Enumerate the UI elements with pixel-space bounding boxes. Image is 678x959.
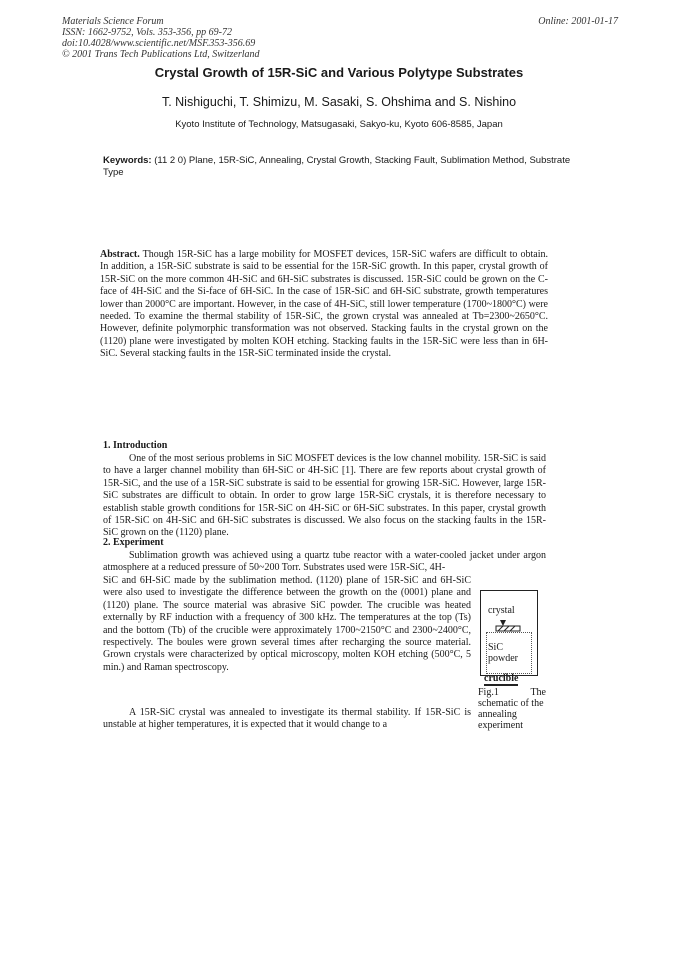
crystal-label: crystal (488, 605, 515, 616)
issn-line: ISSN: 1662-9752, Vols. 353-356, pp 69-72 (62, 27, 232, 38)
keywords-block (103, 155, 583, 179)
caption-the: The (530, 687, 546, 698)
affiliation: Kyoto Institute of Technology, Matsugasaki, Sakyo-ku, Kyoto 606-8585, Japan (175, 119, 503, 130)
abstract-label: Abstract. (100, 249, 140, 260)
doi-line: doi:10.4028/www.scientific.net/MSF.353-356.69 (62, 38, 256, 49)
online-date: Online: 2001-01-17 (538, 16, 618, 27)
caption-first-line (478, 687, 546, 698)
experiment-text-full: Sublimation growth was achieved using a quartz tube reactor with a water-cooled jacket under argon atmosphere at a reduced pressure of 50~200 Torr. Substrates used were 15R-SiC, 4H- (103, 550, 546, 574)
paper-title: Crystal Growth of 15R-SiC and Various Polytype Substrates (154, 65, 524, 80)
experiment-text-narrow: SiC and 6H-SiC made by the sublimation method. (1120) plane of 15R-SiC and 6H-SiC were also used to investigate the difference between the growth on the (0001) plane and (1120) plane. The source material was abrasive SiC powder. The crucible was heated externally by RF induction with a frequency of 300 kHz. The temperatures at the top (Ts) and the bottom (Tb) of the crucible were approximately 1700~2150°C and 2300~2400°C, respectively. The boules were grown several times after recharging the source material. Grown crystals were characterized by optical microscopy, molten KOH etching (500°C, 5 min.) and Raman spectroscopy. (103, 575, 471, 673)
introduction-text: One of the most serious problems in SiC MOSFET devices is the low channel mobility. 15R-SiC is said to have a larger channel mobility than 6H-SiC or 4H-SiC [1]. There are few reports about crystal growth of 15R-SiC, and the use of a 15R-SiC substrate is said to be essential for growing 15R-SiC. However, large 15R-SiC substrates are difficult to obtain. In order to grow large 15R-SiC crystals, it is therefore necessary to establish stable growth conditions for 15R-SiC on 4H-SiC or 6H-SiC substrates. In this paper, crystal growth of 15R-SiC on 4H-SiC and 6H-SiC substrates is discussed. We also focus on the stacking faults in the 15R-SiC grown on the (1120) plane. (103, 453, 546, 539)
crystal-shape (494, 620, 522, 632)
powder-label-line2: powder (488, 653, 518, 664)
experiment-heading: 2. Experiment (103, 537, 164, 548)
caption-rest: schematic of the annealing experiment (478, 698, 544, 731)
journal-name: Materials Science Forum (62, 16, 164, 27)
powder-label-line1: SiC (488, 642, 504, 653)
annealing-schematic-figure (480, 590, 540, 686)
copyright-line: © 2001 Trans Tech Publications Ltd, Switzerland (62, 49, 260, 60)
journal-header (62, 16, 260, 60)
sic-powder-label (488, 642, 518, 664)
author-list: T. Nishiguchi, T. Shimizu, M. Sasaki, S. Ohshima and S. Nishino (161, 95, 517, 109)
keywords-label: Keywords: (103, 155, 152, 166)
crucible-label: crucible (484, 673, 519, 684)
introduction-heading: 1. Introduction (103, 440, 168, 451)
keywords-text: (11 2 0) Plane, 15R-SiC, Annealing, Crystal Growth, Stacking Fault, Sublimation Method, Substrate Type (103, 155, 571, 178)
experiment-text-last: A 15R-SiC crystal was annealed to investigate its thermal stability. If 15R-SiC is unstable at higher temperatures, it is expected that it would change to a (103, 707, 471, 731)
abstract-text: Though 15R-SiC has a large mobility for MOSFET devices, 15R-SiC wafers are difficult to obtain. In addition, a 15R-SiC substrate is said to be essential for the 15R-SiC growth. In this paper, crystal growth of 15R-SiC on the more common 4H-SiC and 6H-SiC substrates is discussed. 15R-SiC could be grown on the C-face of 4H-SiC and the Si-face of 6H-SiC. In the case of 15R-SiC and 6H-SiC substrate, growth temperatures lower than 2000°C are important. However, in the case of 4H-SiC, still lower temperature (1700~1800°C) were needed. To examine the thermal stability of 15R-SiC, the grown crystal was annealed at Tb=2300~2650°C. However, definite polymorphic transformation was not observed. Stacking faults in the crystal grown on the (1120) plane were investigated by molten KOH etching. Stacking faults in the 15R-SiC were less than in 6H-SiC. Several stacking faults in the 15R-SiC terminated inside the crystal. (100, 249, 548, 360)
caption-fig-number: Fig.1 (478, 687, 499, 698)
figure-caption (478, 687, 546, 731)
abstract-block (100, 249, 548, 361)
